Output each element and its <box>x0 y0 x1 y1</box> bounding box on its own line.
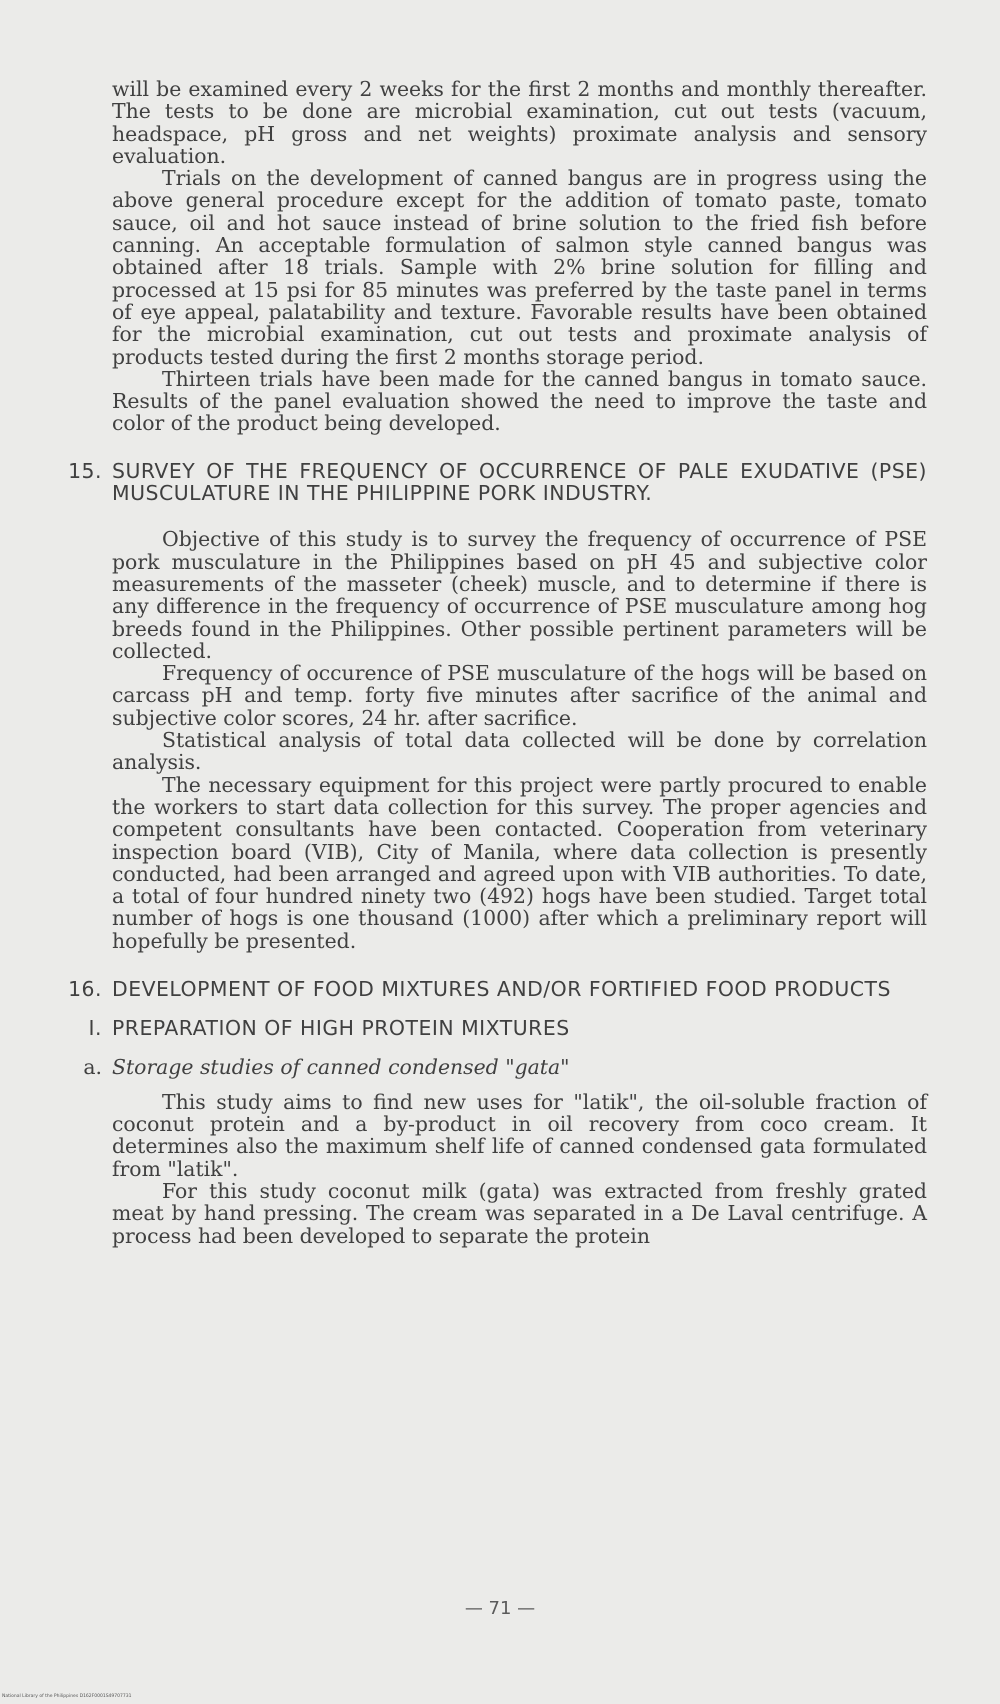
body-paragraph: Frequency of occurence of PSE musculature of the hogs will be based on carcass pH and temp. forty five minutes after sacrifice of the animal and subjective color scores, 24 hr. after sacrifice. <box>112 661 927 730</box>
body-paragraph: The necessary equipment for this project were partly procured to enable the workers to start data collection for this survey. The proper agencies and competent consultants have been contacted. Cooperation from veterinary inspection board (VIB), City of Manila, where data collection is presently conducted, had been arranged and agreed upon with VIB authorities. To date, a total of four hundred ninety two (492) hogs have been studied. Target total number of hogs is one thousand (1000) after which a preliminary report will hopefully be presented. <box>112 772 927 953</box>
section-number: 16. <box>68 976 102 1001</box>
item-letter: a. <box>83 1054 102 1079</box>
item-heading <box>83 1054 927 1079</box>
body-paragraph: Statistical analysis of total data collected will be done by correlation analysis. <box>112 728 927 775</box>
subsection-title: PREPARATION OF HIGH PROTEIN MIXTURES <box>112 1016 570 1041</box>
section-15-heading <box>68 458 927 506</box>
subsection-heading <box>88 1016 927 1041</box>
section-16-heading <box>68 976 927 1001</box>
subsection-number: I. <box>88 1016 102 1041</box>
section-title: DEVELOPMENT OF FOOD MIXTURES AND/OR FORTIFIED FOOD PRODUCTS <box>112 976 891 1001</box>
item-title: Storage studies of canned condensed "gata" <box>112 1054 570 1079</box>
body-paragraph: Objective of this study is to survey the frequency of occurrence of PSE pork musculature in the Philippines based on pH 45 and subjective color measurements of the masseter (cheek) muscle, and to determine if there is any difference in the frequency of occurrence of PSE musculature among hog breeds found in the Philippines. Other possible pertinent parameters will be collected. <box>112 527 927 663</box>
body-paragraph: Trials on the development of canned bangus are in progress using the above general procedure except for the addition of tomato paste, tomato sauce, oil and hot sauce instead of brine solution to the fried fish before canning. An acceptable formulation of salmon style canned bangus was obtained after 18 trials. Sample with 2% brine solution for filling and processed at 15 psi for 85 minutes was preferred by the taste panel in terms of eye appeal, palatability and texture. Favorable results have been obtained for the microbial examination, cut out tests and proximate analysis of products tested during the first 2 months storage period. <box>112 166 927 369</box>
document-page <box>68 77 927 1248</box>
body-paragraph: will be examined every 2 weeks for the first 2 months and monthly thereafter. The tests to be done are microbial examination, cut out tests (vacuum, headspace, pH gross and net weights) proximate analysis and sensory evaluation. <box>112 77 927 168</box>
section-number: 15. <box>68 458 102 483</box>
section-title: SURVEY OF THE FREQUENCY OF OCCURRENCE OF PALE EXUDATIVE (PSE) MUSCULATURE IN THE PHILIPPINE PORK INDUSTRY. <box>112 458 927 506</box>
page-number: — 71 — <box>464 1598 536 1619</box>
library-footer: National Library of the Philippines D162F0001S49707731 <box>2 1694 132 1699</box>
body-paragraph: For this study coconut milk (gata) was extracted from freshly grated meat by hand pressing. The cream was separated in a De Laval centrifuge. A process had been developed to separate the protein <box>112 1179 927 1248</box>
body-paragraph: This study aims to find new uses for "latik", the oil-soluble fraction of coconut protein and a by-product in oil recovery from coco cream. It determines also the maximum shelf life of canned condensed gata formulated from "latik". <box>112 1089 927 1181</box>
body-paragraph: Thirteen trials have been made for the canned bangus in tomato sauce. Results of the panel evaluation showed the need to improve the taste and color of the product being developed. <box>112 366 927 436</box>
